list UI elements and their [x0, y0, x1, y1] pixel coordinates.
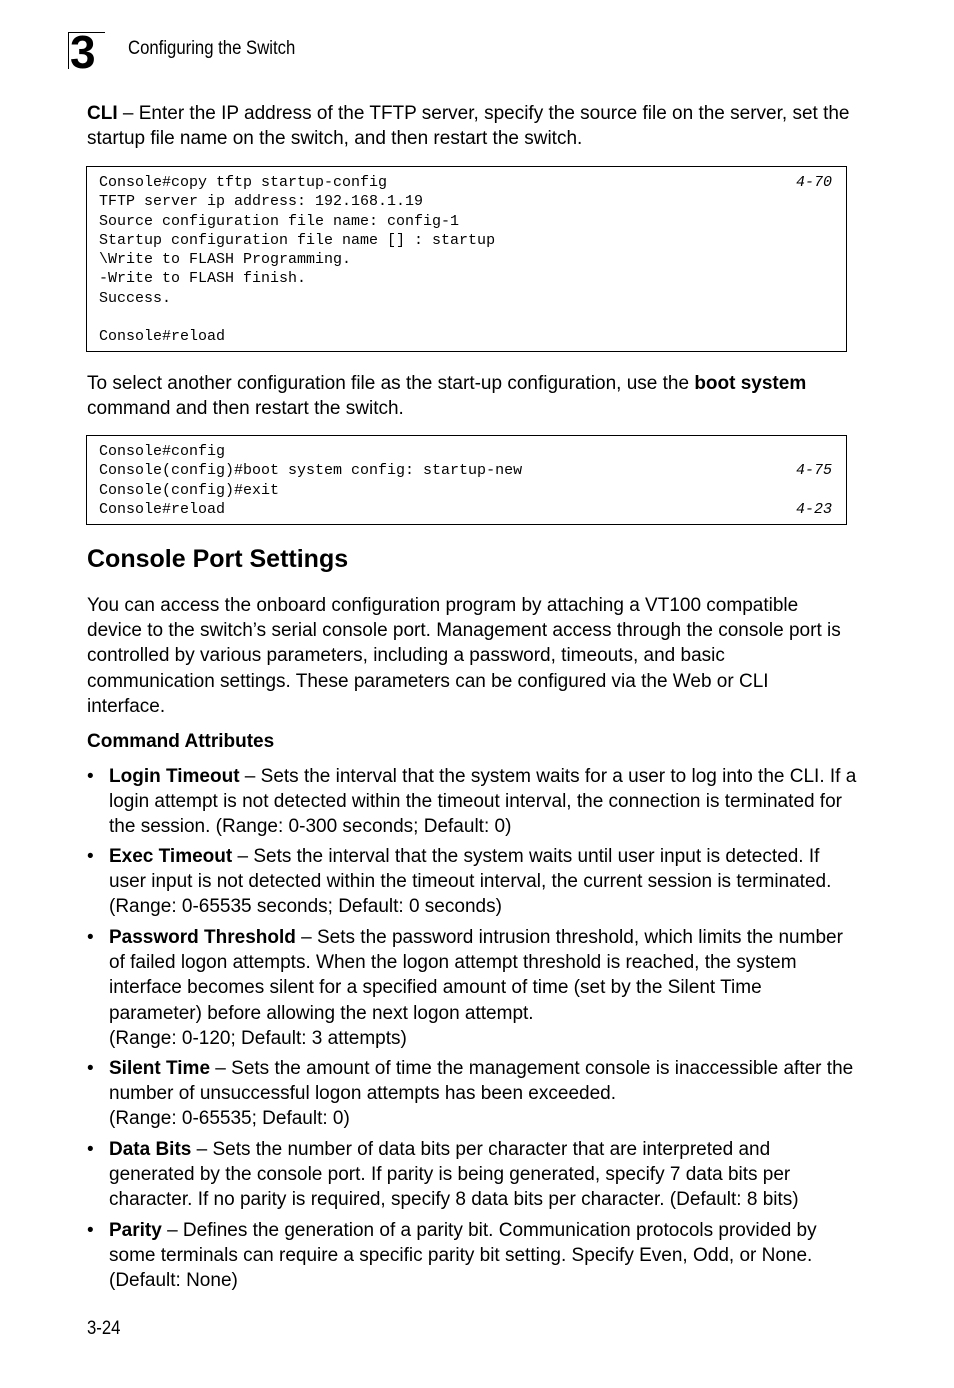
bullet: •	[87, 846, 94, 867]
attribute-item-silent-time	[87, 1056, 857, 1132]
running-title: Configuring the Switch	[128, 38, 296, 59]
bullet: •	[87, 766, 94, 787]
attribute-term: Login Timeout	[109, 766, 240, 787]
attribute-desc: – Sets the number of data bits per character that are interpreted and generated by the console port. If parity is being generated, specify 7 data bits per character. If no parity is required, specify 8 data bits per character. (Default: 8 bits)	[109, 1139, 799, 1211]
command-reference: 4-75	[795, 462, 832, 480]
page-number: 3-24	[87, 1318, 121, 1339]
attribute-range: (Range: 0-120; Default: 3 attempts)	[109, 1027, 407, 1049]
code-block-boot	[86, 435, 847, 525]
command-attributes-heading: Command Attributes	[87, 731, 275, 752]
code-line: Console#config	[99, 443, 226, 460]
bullet: •	[87, 1139, 94, 1160]
attribute-desc: – Sets the interval that the system waits until user input is detected. If user input is not detected within the timeout interval, the current session is terminated. (Range: 0-65535 seconds; Default: 0 seconds)	[109, 846, 832, 918]
bullet: •	[87, 1220, 94, 1241]
attribute-item-exec-timeout	[87, 844, 857, 920]
attribute-item-data-bits	[87, 1137, 857, 1213]
attribute-term: Data Bits	[109, 1139, 192, 1160]
code-line: Console(config)#boot system config: startup-new 4-75	[99, 462, 832, 480]
code-line: Source configuration file name: config-1	[99, 212, 460, 230]
attribute-term: Exec Timeout	[109, 846, 233, 867]
code-line: Success.	[99, 289, 172, 307]
cli-intro-paragraph	[87, 101, 857, 151]
attribute-desc: – Defines the generation of a parity bit. Communication protocols provided by some terminals can require a specific parity bit setting. Specify Even, Odd, or None. (Default: None)	[109, 1220, 817, 1292]
attribute-term: Silent Time	[109, 1058, 211, 1079]
code-line: Console#copy tftp startup-config 4-70	[99, 174, 832, 191]
code-line: Console#reload	[99, 328, 226, 346]
code-line: Startup configuration file name [] : startup	[99, 231, 496, 249]
command-reference: 4-70	[795, 174, 832, 191]
attribute-term: Parity	[109, 1220, 162, 1241]
code-line: -Write to FLASH finish.	[99, 270, 307, 288]
code-line: \Write to FLASH Programming.	[99, 251, 352, 269]
attribute-desc: – Sets the interval that the system waits for a user to log into the CLI. If a login attempt is not detected within the timeout interval, the connection is terminated for the session. (Range: 0-300 seconds; Default: 0)	[109, 766, 857, 838]
attribute-item-password-threshold	[87, 925, 857, 1051]
attribute-desc: – Sets the password intrusion threshold, which limits the number of failed logon attempts. When the logon attempt threshold is reached, the system interface becomes silent for a specified amount of time (set by the Silent Time parameter) before allowing the next logon attempt.	[109, 927, 843, 1024]
code-line: Console#reload 4-23	[99, 500, 832, 518]
command-reference: 4-23	[795, 500, 832, 518]
cli-intro-text: – Enter the IP address of the TFTP server, specify the source file on the server, set the startup file name on the switch, and then restart the switch.	[87, 103, 850, 150]
code-line: Console(config)#exit	[99, 481, 280, 499]
attribute-desc: – Sets the amount of time the management console is inaccessible after the number of unsuccessful logon attempts has been exceeded.	[109, 1058, 854, 1105]
bullet: •	[87, 927, 94, 948]
section-body: You can access the onboard configuration program by attaching a VT100 compatible device to the switch’s serial console port. Management access through the console port is controlled by various parameters, including a password, timeouts, and basic communication settings. These parameters can be configured via the Web or CLI interface.	[87, 595, 841, 717]
boot-system-paragraph: To select another configuration file as the start-up configuration, use the boot system command and then restart the switch.	[87, 373, 807, 420]
attribute-range: (Range: 0-65535; Default: 0)	[109, 1108, 350, 1130]
code-line: TFTP server ip address: 192.168.1.19	[99, 193, 424, 211]
attribute-term: Password Threshold	[109, 927, 296, 948]
attribute-item-parity	[87, 1218, 857, 1294]
section-title: Console Port Settings	[87, 545, 349, 573]
bullet: •	[87, 1058, 94, 1079]
code-line	[99, 308, 832, 327]
chapter-number: 3	[70, 26, 95, 78]
code-block-tftp	[86, 166, 847, 352]
cli-label: CLI	[87, 103, 118, 124]
boot-system-command: boot system	[694, 373, 807, 394]
attribute-item-login-timeout	[87, 764, 857, 840]
